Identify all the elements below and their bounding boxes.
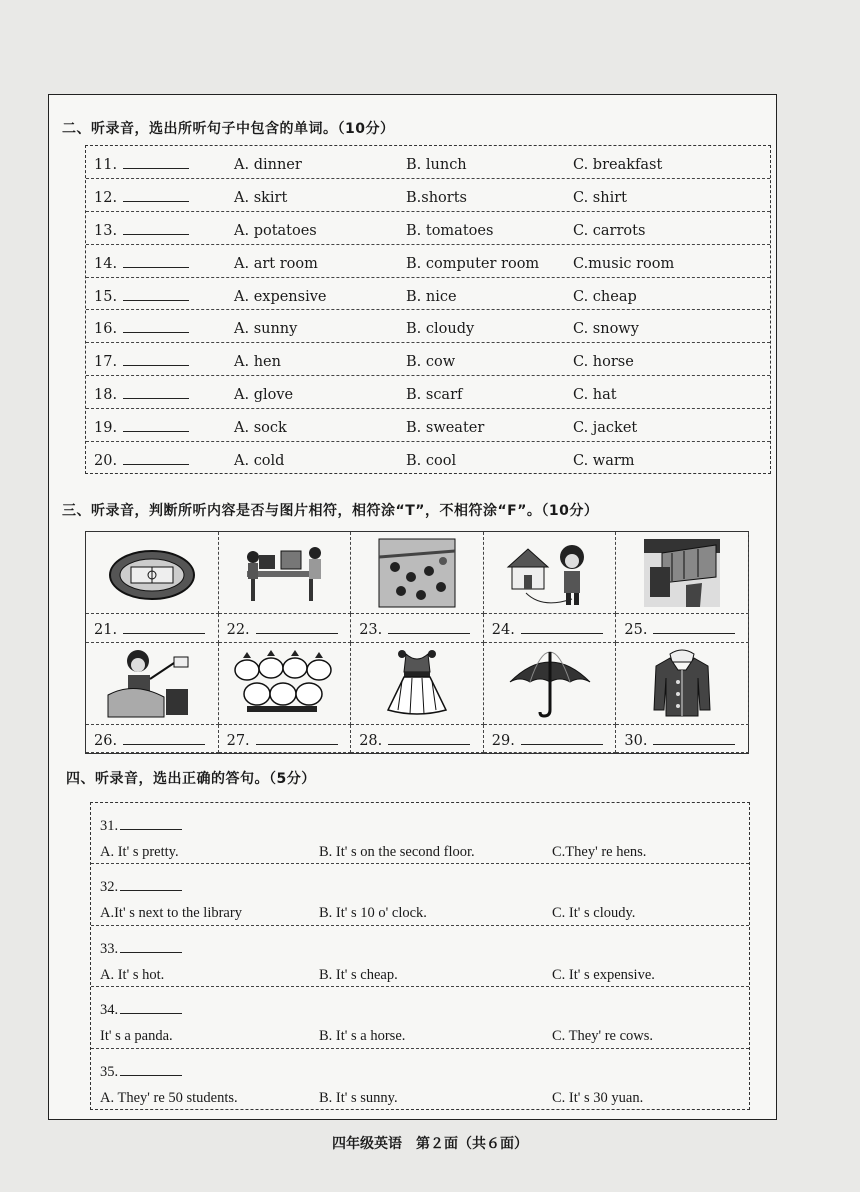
option-b: B. scarf [406, 387, 463, 404]
picture-answer-cell [484, 614, 617, 643]
option-a: A. It' s pretty. [100, 844, 179, 860]
picture-cell [484, 643, 617, 725]
question-row [91, 1049, 749, 1110]
answer-blank[interactable] [256, 622, 338, 634]
picture-answer-cell [351, 725, 484, 754]
question-number: 14. [94, 256, 189, 272]
picture-answer-cell [219, 614, 352, 643]
section4-title: 四、听录音，选出正确的答句。（5分） [66, 771, 316, 787]
library-icon [642, 537, 722, 609]
hens-icon [229, 648, 339, 718]
option-b: B. computer room [406, 255, 540, 272]
option-b: B. It' s a horse. [319, 1028, 406, 1045]
picture-answer-cell [616, 725, 749, 754]
playground-icon [107, 543, 197, 603]
question-row [91, 926, 749, 987]
answer-blank[interactable] [388, 733, 470, 745]
question-number: 13. [94, 223, 189, 239]
question-number: 30. [624, 733, 735, 749]
option-b: B.shorts [406, 189, 467, 206]
option-b: B. It' s cheap. [319, 966, 398, 983]
answer-blank[interactable] [123, 223, 189, 235]
question-number: 19. [94, 420, 189, 436]
option-c: C. shirt [573, 189, 627, 206]
answer-blank[interactable] [521, 622, 603, 634]
option-a: It' s a panda. [100, 1028, 173, 1045]
answer-blank[interactable] [123, 387, 189, 399]
answer-blank[interactable] [123, 453, 189, 465]
answer-blank[interactable] [120, 941, 182, 953]
picture-cell [616, 532, 749, 614]
option-c: C. It' s 30 yuan. [552, 1089, 644, 1106]
question-row [86, 278, 770, 311]
picture-cell [219, 643, 352, 725]
picture-answer-cell [86, 725, 219, 754]
option-a: A. potatoes [234, 222, 317, 239]
option-b: B. cloudy [406, 321, 475, 338]
question-number: 25. [624, 622, 735, 638]
picture-cell [86, 532, 219, 614]
section3-title: 三、听录音，判断所听内容是否与图片相符，相符涂“T”，不相符涂“F”。（10分） [62, 503, 599, 519]
option-b: B. sweater [406, 420, 485, 437]
question-number: 16. [94, 321, 189, 337]
section2-title: 二、听录音，选出所听句子中包含的单词。（10分） [62, 121, 395, 137]
picture-cell [616, 643, 749, 725]
question-row [86, 442, 770, 475]
children-playing-icon [377, 537, 457, 609]
umbrella-icon [508, 648, 592, 718]
question-number: 22. [227, 622, 338, 638]
girl-house-icon [502, 537, 598, 609]
answer-blank[interactable] [123, 256, 189, 268]
question-number: 28. [359, 733, 470, 749]
option-b: B. cool [406, 453, 457, 470]
option-c: C. It' s expensive. [552, 966, 655, 983]
computer-room-icon [239, 541, 329, 605]
question-number: 26. [94, 733, 205, 749]
option-a: A. dinner [234, 157, 302, 173]
question-number: 20. [94, 453, 189, 469]
answer-blank[interactable] [123, 321, 189, 333]
answer-blank[interactable] [123, 622, 205, 634]
picture-cell [86, 643, 219, 725]
question-number: 32. [100, 879, 182, 896]
question-number: 35. [100, 1064, 182, 1081]
section4-table [90, 802, 750, 1110]
option-b: B. It' s sunny. [319, 1089, 398, 1106]
page-footer: 四年级英语 第２面（共６面） [332, 1136, 528, 1152]
question-number: 18. [94, 387, 189, 403]
question-row [86, 343, 770, 376]
answer-blank[interactable] [521, 733, 603, 745]
coat-icon [650, 648, 714, 718]
question-number: 31. [100, 818, 182, 835]
question-number: 17. [94, 354, 189, 370]
section2-table [85, 145, 771, 474]
answer-blank[interactable] [120, 818, 182, 830]
answer-blank[interactable] [120, 1064, 182, 1076]
question-number: 15. [94, 289, 189, 305]
option-a: A. They' re 50 students. [100, 1089, 238, 1106]
answer-blank[interactable] [388, 622, 470, 634]
option-b: B. nice [406, 288, 457, 305]
option-c: C.music room [573, 255, 675, 272]
picture-cell [351, 643, 484, 725]
picture-cell [219, 532, 352, 614]
option-c: C.They' re hens. [552, 844, 647, 860]
answer-blank[interactable] [123, 157, 189, 169]
picture-answer-cell [616, 614, 749, 643]
option-a: A. skirt [234, 189, 288, 206]
option-b: B. tomatoes [406, 222, 494, 239]
question-number: 23. [359, 622, 470, 638]
option-a: A. sunny [234, 321, 298, 338]
option-c: C. breakfast [573, 157, 663, 173]
dress-icon [382, 648, 452, 718]
question-number: 29. [492, 733, 603, 749]
option-c: C. It' s cloudy. [552, 905, 636, 922]
question-number: 11. [94, 157, 189, 173]
option-a: A. sock [234, 420, 287, 437]
option-b: B. lunch [406, 157, 467, 173]
question-row [86, 376, 770, 409]
option-c: C. cheap [573, 288, 637, 305]
question-row [86, 310, 770, 343]
picture-answer-cell [86, 614, 219, 643]
answer-blank[interactable] [123, 354, 189, 366]
answer-blank[interactable] [653, 733, 735, 745]
option-c: C. warm [573, 453, 635, 470]
answer-blank[interactable] [256, 733, 338, 745]
option-b: B. It' s on the second floor. [319, 844, 475, 860]
question-number: 33. [100, 941, 182, 958]
question-row [91, 987, 749, 1048]
option-c: C. jacket [573, 420, 638, 437]
boy-waking-icon [104, 647, 200, 719]
option-c: C. carrots [573, 222, 646, 239]
answer-blank[interactable] [123, 733, 205, 745]
option-c: C. snowy [573, 321, 639, 338]
picture-cell [351, 532, 484, 614]
question-row [86, 146, 770, 179]
option-c: C. hat [573, 387, 617, 404]
question-number: 27. [227, 733, 338, 749]
question-row [91, 864, 749, 925]
option-b: B. It' s 10 o' clock. [319, 905, 427, 922]
option-a: A. cold [234, 453, 285, 470]
option-a: A.It' s next to the library [100, 905, 242, 922]
question-row [86, 212, 770, 245]
section3-picture-grid [85, 531, 749, 754]
answer-blank[interactable] [123, 289, 189, 301]
picture-answer-cell [219, 725, 352, 754]
question-number: 12. [94, 190, 189, 206]
answer-blank[interactable] [120, 1002, 182, 1014]
question-number: 24. [492, 622, 603, 638]
option-a: A. glove [234, 387, 294, 404]
option-c: C. horse [573, 354, 634, 371]
option-a: A. art room [234, 255, 318, 272]
picture-answer-cell [484, 725, 617, 754]
question-row [86, 409, 770, 442]
question-row [86, 179, 770, 212]
question-number: 21. [94, 622, 205, 638]
question-row [86, 245, 770, 278]
option-a: A. It' s hot. [100, 966, 165, 983]
option-a: A. expensive [234, 288, 327, 305]
option-b: B. cow [406, 354, 456, 371]
answer-blank[interactable] [653, 622, 735, 634]
answer-blank[interactable] [123, 420, 189, 432]
picture-cell [484, 532, 617, 614]
answer-blank[interactable] [120, 879, 182, 891]
picture-answer-cell [351, 614, 484, 643]
answer-blank[interactable] [123, 190, 189, 202]
question-row [91, 803, 749, 864]
question-number: 34. [100, 1002, 182, 1019]
option-c: C. They' re cows. [552, 1028, 654, 1045]
option-a: A. hen [234, 354, 281, 371]
